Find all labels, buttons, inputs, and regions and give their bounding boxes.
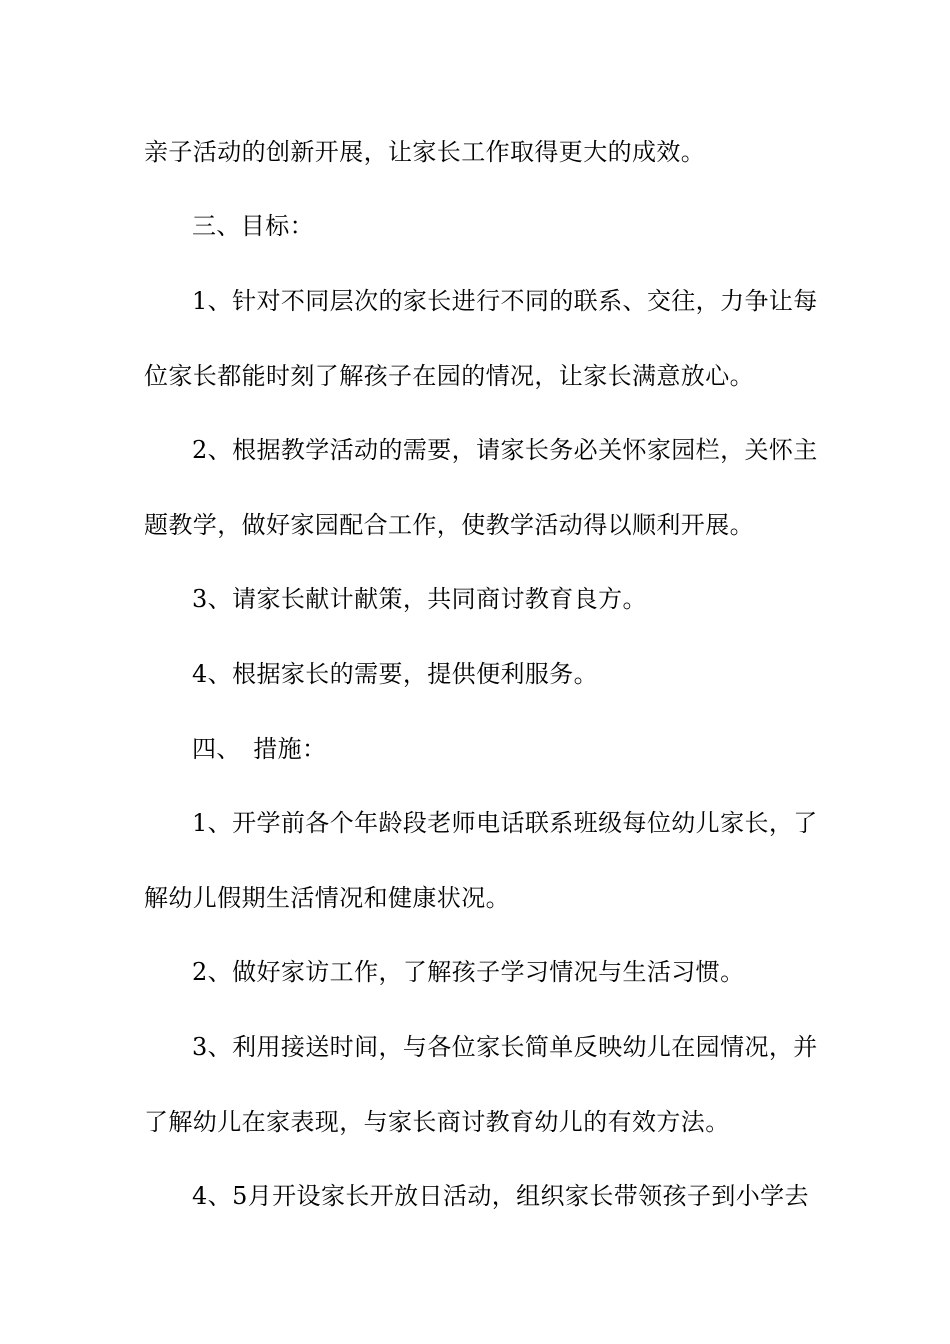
- section-heading-measures: 四、 措施：: [192, 735, 327, 763]
- paragraph-line: 2、根据教学活动的需要，请家长务必关怀家园栏，关怀主: [192, 436, 818, 464]
- paragraph-line: 2、做好家访工作，了解孩子学习情况与生活习惯。: [192, 958, 745, 986]
- paragraph-line: 4、5月开设家长开放日活动，组织家长带领孩子到小学去: [192, 1182, 809, 1210]
- paragraph-line: 位家长都能时刻了解孩子在园的情况，让家长满意放心。: [144, 362, 754, 390]
- paragraph-line: 1、开学前各个年龄段老师电话联系班级每位幼儿家长，了: [192, 809, 818, 837]
- section-heading-goals: 三、目标：: [192, 212, 314, 240]
- paragraph-line: 解幼儿假期生活情况和健康状况。: [144, 884, 510, 912]
- paragraph-line: 亲子活动的创新开展，让家长工作取得更大的成效。: [144, 138, 706, 166]
- paragraph-line: 题教学，做好家园配合工作，使教学活动得以顺利开展。: [144, 511, 754, 539]
- paragraph-line: 3、请家长献计献策，共同商讨教育良方。: [192, 585, 647, 613]
- paragraph-line: 了解幼儿在家表现，与家长商讨教育幼儿的有效方法。: [144, 1108, 730, 1136]
- paragraph-line: 3、利用接送时间，与各位家长简单反映幼儿在园情况，并: [192, 1033, 818, 1061]
- paragraph-line: 1、针对不同层次的家长进行不同的联系、交往，力争让每: [192, 287, 818, 315]
- paragraph-line: 4、根据家长的需要，提供便利服务。: [192, 660, 599, 688]
